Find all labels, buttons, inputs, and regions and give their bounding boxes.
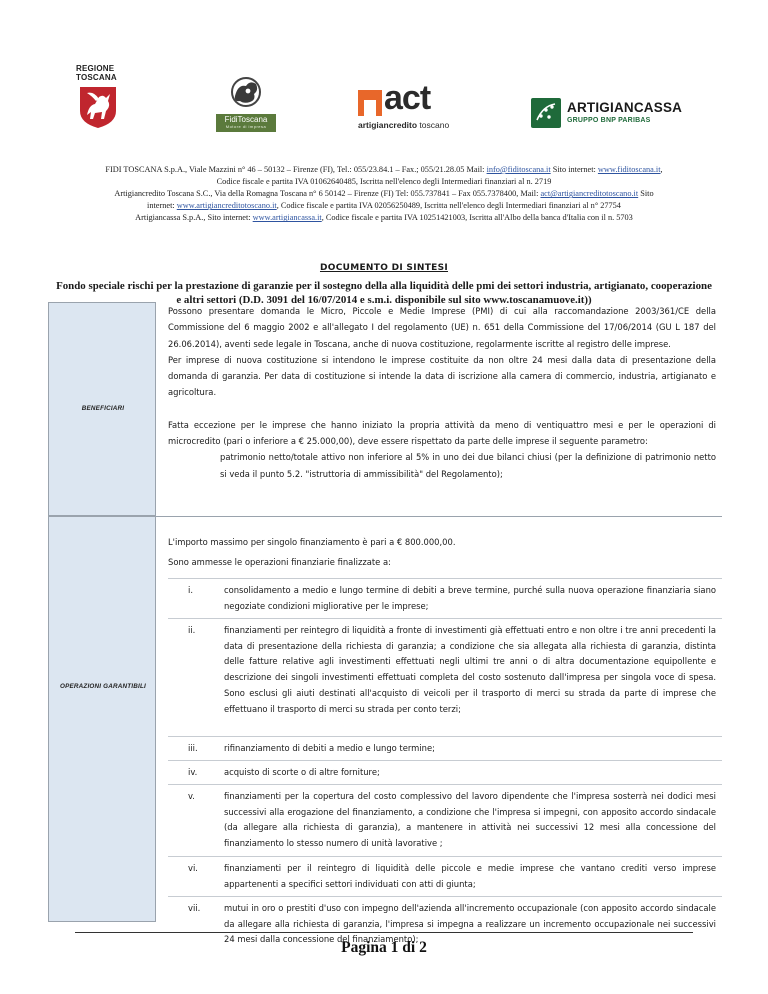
summary-table bbox=[48, 302, 722, 945]
list-item-number: v. bbox=[188, 791, 195, 801]
document-subtitle: Fondo speciale rischi per la prestazione di garanzie per il sostegno della alla liquidità delle pmi dei settori industria, artigianato, cooperazione e altri settori (D.D. 3091 del 16/07/2014 e s.m.i. disponibile sul sito www.toscanamuove.it)) bbox=[56, 280, 712, 306]
footer-divider bbox=[75, 932, 693, 933]
act-wordmark: act bbox=[384, 79, 431, 117]
fidi-mail-link[interactable]: info@fiditoscana.it bbox=[486, 165, 551, 174]
beneficiari-paragraph: Possono presentare domanda le Micro, Piccole e Medie Imprese (PMI) di cui alla raccomandazione 2003/361/CE della Commissione del 6 maggio 2002 e all'allegato I del regolamento (UE) n. 651 della Commissione del 17/06/2014 (GU L 187 del 26.06.2014), aventi sede legale in Toscana, anche di nuova costituzione, regolarmente iscritte al registro delle imprese. bbox=[168, 306, 716, 349]
list-item-text: consolidamento a medio e lungo termine di debiti a breve termine, purché sulla nuova operazione finanziaria siano negoziate condizioni migliorative per le imprese; bbox=[224, 585, 716, 611]
list-item-number: i. bbox=[188, 585, 193, 595]
list-item-number: ii. bbox=[188, 625, 196, 635]
beneficiari-row bbox=[48, 302, 722, 516]
pegasus-shield-icon bbox=[78, 85, 118, 129]
list-item-text: finanziamenti per il reintegro di liquidità delle piccole e medie imprese che vantano crediti verso imprese appartenenti a specifici settori individuati con atti di giunta; bbox=[224, 863, 716, 889]
operazioni-max-amount: L'importo massimo per singolo finanziamento è pari a € 800.000,00. bbox=[168, 537, 456, 547]
act-mail-link[interactable]: act@artigiancreditotoscano.it bbox=[540, 189, 639, 199]
list-item-text: rifinanziamento di debiti a medio e lungo termine; bbox=[224, 743, 435, 753]
list-item-number: iv. bbox=[188, 767, 198, 777]
list-item bbox=[168, 618, 722, 737]
bnp-stars-icon bbox=[531, 98, 561, 128]
regione-toscana-logo bbox=[76, 64, 120, 132]
list-item-text: finanziamenti per reintegro di liquidità a fronte di investimenti già effettuati entro e non oltre i tre anni precedenti la data di presentazione della richiesta di garanzia; a condizione che sia allegata alla richiesta di garanzia, distinta delle fatture relative agli investimenti effettuati negli ultimi tre anni o di altra documentazione equipollente e descrizione dei singoli investimenti effettuati completa del costo sostenuto dall'impresa per singola voce di spesa. Sono esclusi gli aiuti destinati all'acquisto di veicoli per il trasporto di merci su strada da parte di imprese che effettuano il trasporto di merci su strada per conto terzi; bbox=[224, 625, 716, 714]
artigiancassa-name: ARTIGIANCASSA bbox=[567, 100, 683, 115]
contact-line-4 bbox=[46, 200, 722, 212]
operazioni-row bbox=[48, 516, 722, 945]
list-item bbox=[168, 736, 722, 761]
operazioni-label-cell bbox=[48, 516, 156, 922]
artigiancassa-logo bbox=[531, 98, 701, 134]
artigiancassa-group: GRUPPO BNP PARIBAS bbox=[567, 117, 651, 124]
beneficiari-parameter: patrimonio netto/totale attivo non inferiore al 5% in uno dei due bilanci chiusi (per la definizione di patrimonio netto si veda il punto 5.2. "istruttoria di ammissibilità" del Regolamento); bbox=[220, 452, 716, 479]
fidi-toscana-name: FidiToscana bbox=[224, 115, 268, 124]
contact-line-3 bbox=[46, 188, 722, 200]
act-square-icon bbox=[358, 86, 382, 116]
list-item-text: acquisto di scorte o di altre forniture; bbox=[224, 767, 380, 777]
contact-line-2: Codice fiscale e partita IVA 01062640485, Iscritta nell'elenco degli Intermediari finanziari al n. 2719 bbox=[216, 177, 552, 187]
contact-line-1 bbox=[46, 164, 722, 176]
act-tagline bbox=[358, 120, 449, 130]
fidi-site-link[interactable]: www.fiditoscana.it bbox=[597, 165, 661, 174]
act-tagline-rest: toscano bbox=[417, 120, 450, 130]
list-item bbox=[168, 784, 722, 857]
page-number: Pagina 1 di 2 bbox=[341, 939, 427, 956]
act-tagline-bold: artigiancredito bbox=[358, 120, 418, 130]
list-item-text: finanziamenti per la copertura del costo complessivo del lavoro dipendente che l'impresa sosterrà nei dodici mesi successivi alla erogazione del finanziamento, a condizione che l'impresa si impegni, con apposito accordo sindacale (da allegare alla richiesta di garanzia), a mantenere in attività nei successivi 12 mesi alla concessione del finanziamento lo stesso numero di unità lavorative ; bbox=[224, 791, 716, 849]
act-logo bbox=[358, 79, 464, 136]
operazioni-intro bbox=[168, 534, 716, 571]
contact-block bbox=[46, 164, 722, 224]
operazioni-intro-text: Sono ammesse le operazioni finanziarie finalizzate a: bbox=[168, 557, 391, 568]
beneficiari-label-cell bbox=[48, 302, 156, 516]
logo-strip bbox=[0, 60, 768, 140]
beneficiari-label: BENEFICIARI bbox=[81, 405, 125, 412]
contact-text: internet: bbox=[147, 201, 177, 211]
document-title: DOCUMENTO DI SINTESI bbox=[319, 263, 449, 273]
list-item-text: mutui in oro o prestiti d'uso con impegno dell'azienda all'incremento occupazionale (con apposito accordo sindacale da allegare alla richiesta di garanzia, l'impresa si impegna a realizzare un incremento occupazionale nei successivi 24 mesi dalla concessione del finanziamento); bbox=[224, 903, 716, 945]
contact-text: Sito bbox=[638, 189, 654, 199]
contact-text: Artigiancredito Toscana S.C., Via della Romagna Toscana n° 6 50142 – Firenze (FI) Tel: 055.737841 – Fax 055.7378400, Mail: bbox=[114, 189, 541, 199]
list-item-number: vi. bbox=[188, 863, 198, 873]
list-item bbox=[168, 578, 722, 619]
regione-toscana-logo-text: REGIONE TOSCANA bbox=[76, 64, 117, 82]
list-item-number: iii. bbox=[188, 743, 198, 753]
list-item bbox=[168, 856, 722, 897]
contact-text: , Codice fiscale e partita IVA 02056250489, Iscritta nell'elenco degli Intermediari finanziari al n° 27754 bbox=[276, 201, 621, 211]
fidi-toscana-seal-icon bbox=[226, 74, 266, 112]
contact-text: FIDI TOSCANA S.p.A., Viale Mazzini n° 46 – 50132 – Firenze (FI), Tel.: 055/23.84.1 – Fax.; 055/21.28.05 Mail: bbox=[105, 165, 487, 174]
contact-line-5 bbox=[46, 212, 722, 224]
act-site-link[interactable]: www.artigiancreditotoscano.it bbox=[176, 201, 277, 211]
artigiancassa-site-link[interactable]: www.artigiancassa.it bbox=[252, 213, 322, 223]
beneficiari-content bbox=[168, 303, 716, 482]
contact-text: Artigiancassa S.p.A., Sito internet: bbox=[135, 213, 253, 223]
fidi-toscana-tagline: Motore di impresa bbox=[225, 124, 267, 129]
beneficiari-paragraph: Per imprese di nuova costituzione si intendono le imprese costituite da non oltre 24 mesi dalla data di presentazione della domanda di garanzia. Per data di costituzione si intende la data di iscrizione alla camera di commercio, industria, artigianato e agricoltura. bbox=[168, 354, 716, 398]
contact-text: , Codice fiscale e partita IVA 10251421003, Iscritta all'Albo della banca d'Italia con il n. 5703 bbox=[321, 213, 633, 223]
contact-text: , bbox=[660, 165, 663, 174]
list-item bbox=[168, 760, 722, 785]
beneficiari-paragraph: Fatta eccezione per le imprese che hanno iniziato la propria attività da meno di ventiquattro mesi e per le operazioni di microcredito (pari o inferiore a € 25.000,00), deve essere rispettato da parte delle imprese il seguente parametro: bbox=[168, 419, 716, 447]
fidi-toscana-band bbox=[216, 114, 276, 132]
contact-text: Sito internet: bbox=[550, 165, 598, 174]
list-item-number: vii. bbox=[188, 903, 201, 913]
fidi-toscana-logo bbox=[216, 74, 276, 132]
operazioni-label: OPERAZIONI GARANTIBILI bbox=[60, 683, 146, 690]
